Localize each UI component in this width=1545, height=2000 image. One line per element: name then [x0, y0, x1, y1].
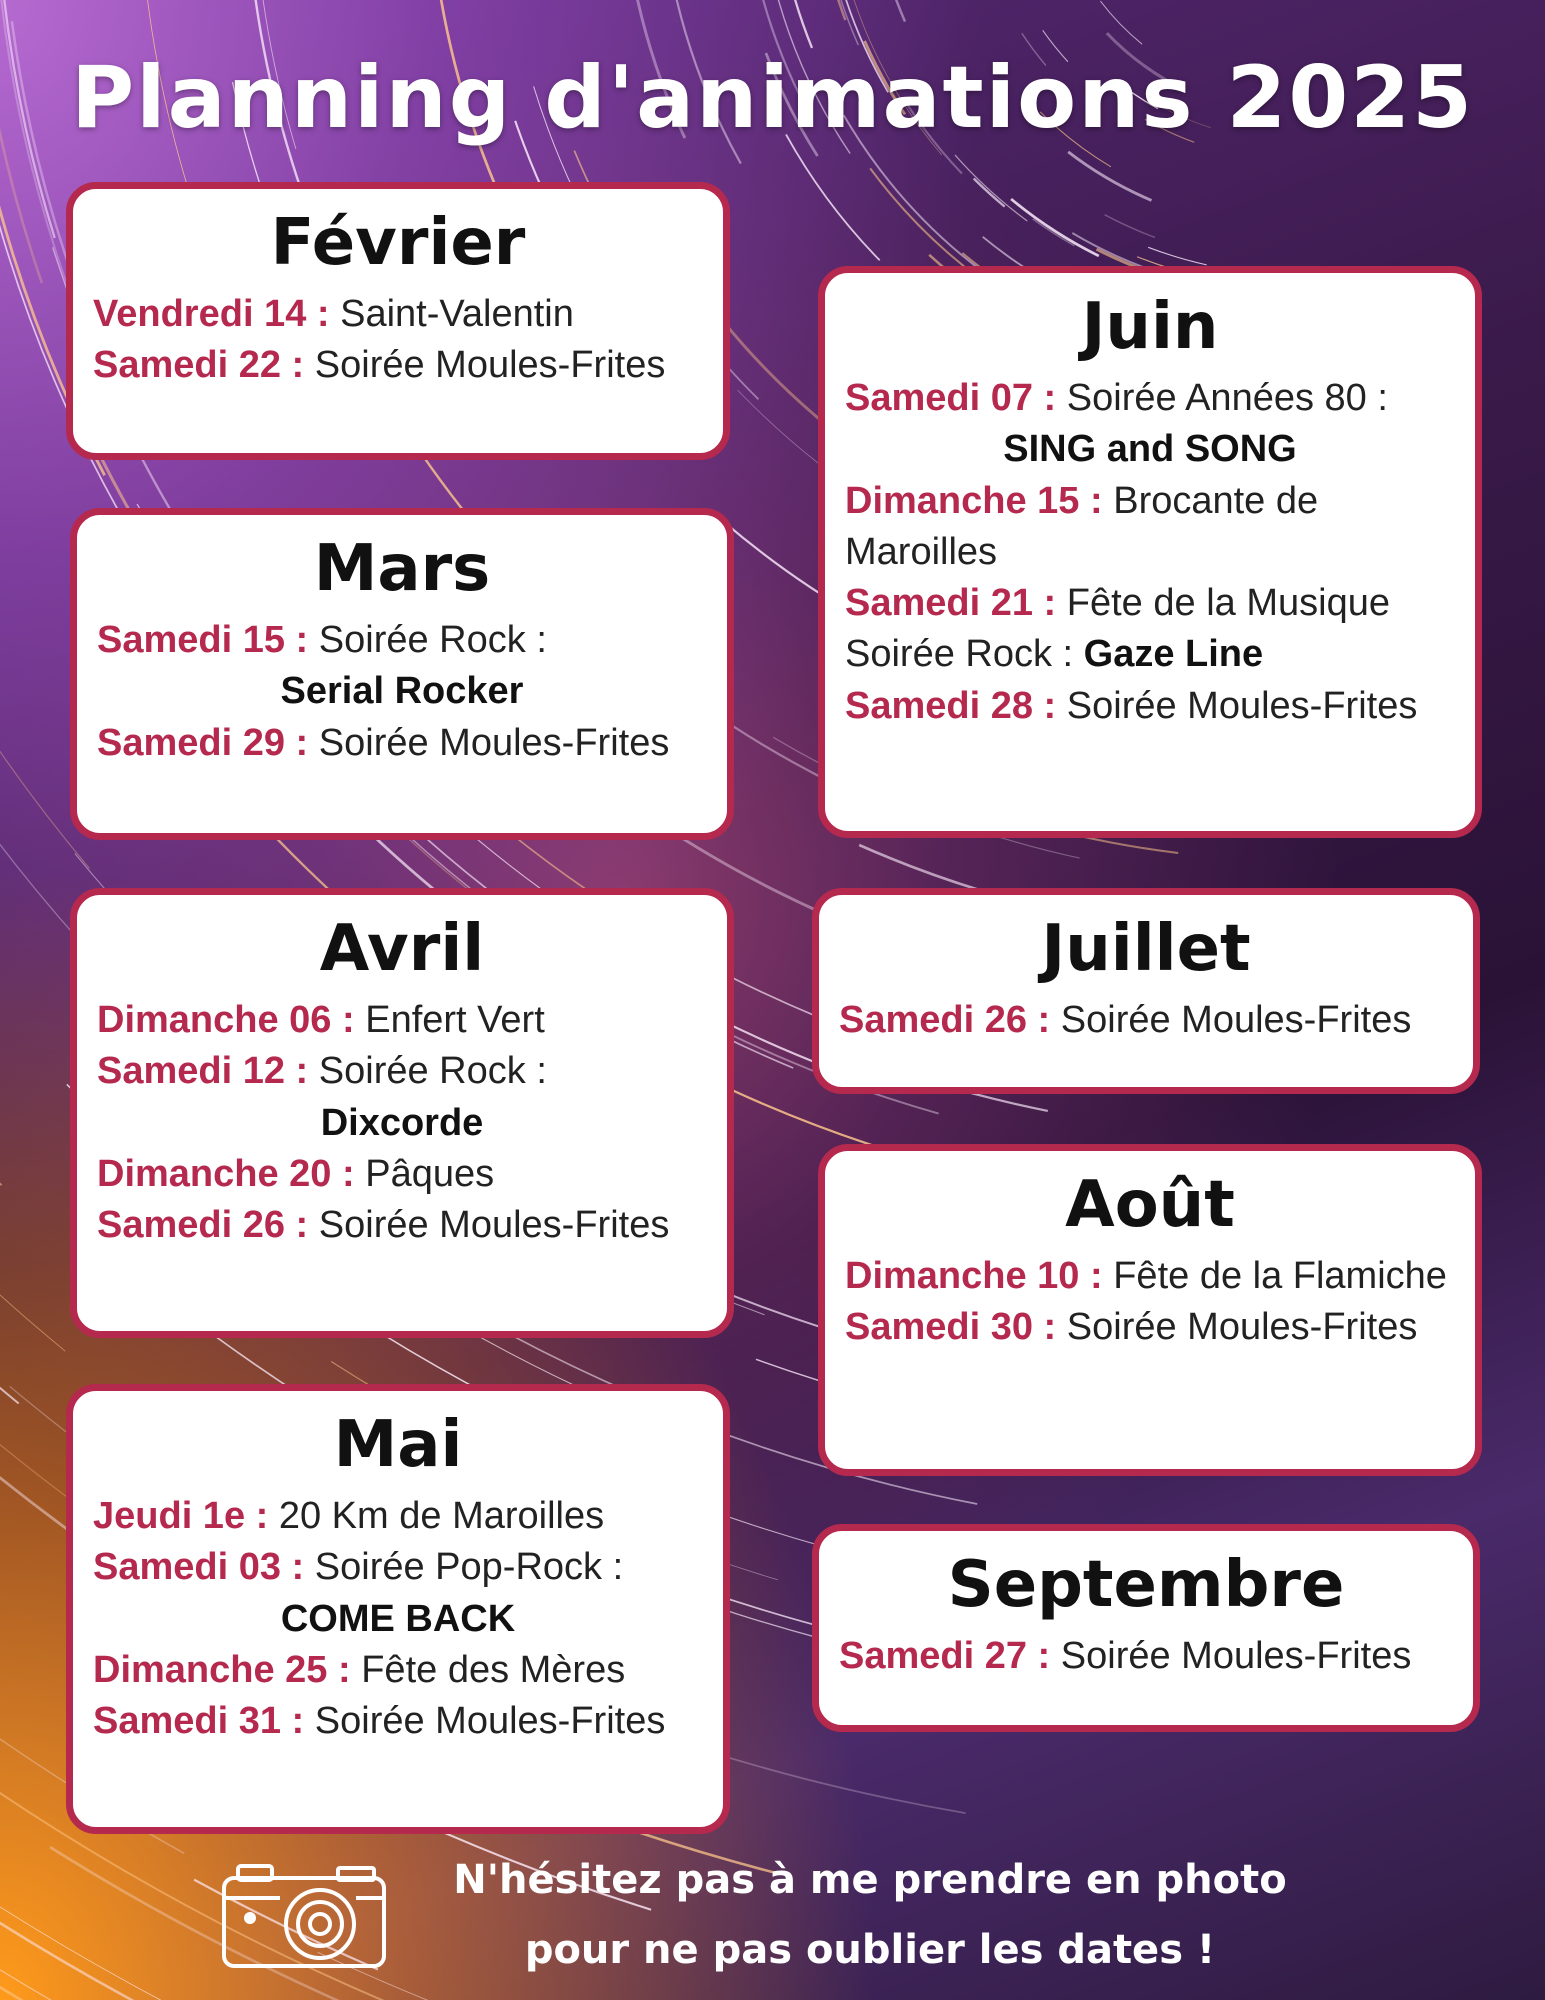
event-line: Soirée Rock : Gaze Line	[845, 633, 1264, 676]
event-line: Samedi 26 : Soirée Moules-Frites	[839, 999, 1412, 1041]
event-line: Samedi 31 : Soirée Moules-Frites	[93, 1700, 666, 1743]
event-line: Samedi 28 : Soirée Moules-Frites	[845, 684, 1418, 727]
event-line: Dimanche 25 : Fête des Mères	[93, 1648, 626, 1691]
footer-line-1: N'hésitez pas à me prendre en photo	[453, 1857, 1287, 1903]
event-line: Samedi 29 : Soirée Moules-Frites	[97, 721, 670, 764]
event-line: Samedi 22 : Soirée Moules-Frites	[93, 344, 666, 387]
card-septembre	[812, 1524, 1480, 1732]
footer-line-2: pour ne pas oublier les dates !	[524, 1927, 1216, 1973]
event-line: Dimanche 10 : Fête de la Flamiche	[845, 1255, 1447, 1297]
month-title-mars: Mars	[313, 532, 491, 606]
star-trail	[786, 134, 880, 260]
star-trail	[0, 1173, 19, 1403]
event-line: Samedi 30 : Soirée Moules-Frites	[845, 1306, 1418, 1349]
event-line: Samedi 21 : Fête de la Musique	[845, 582, 1390, 625]
event-line: Samedi 07 : Soirée Années 80 :	[845, 377, 1388, 419]
month-title-juillet: Juillet	[1041, 912, 1251, 986]
star-trail	[1105, 215, 1155, 238]
event-line: Jeudi 1e : 20 Km de Maroilles	[93, 1495, 605, 1537]
star-trail	[955, 155, 1027, 221]
card-mai	[66, 1384, 730, 1834]
star-trail	[1078, 836, 1179, 854]
event-line: Dimanche 20 : Pâques	[97, 1152, 495, 1195]
month-title-fevrier: Février	[270, 206, 526, 280]
star-trail	[0, 701, 2, 1185]
star-trail	[815, 0, 846, 20]
card-mars	[70, 508, 734, 840]
month-title-juin: Juin	[1081, 290, 1219, 364]
event-line: Dimanche 15 : Brocante de Maroilles	[845, 479, 1319, 573]
band-name: Serial Rocker	[280, 670, 524, 713]
band-name: SING and SONG	[1003, 428, 1297, 471]
card-aout	[818, 1144, 1482, 1476]
card-fevrier	[66, 182, 730, 460]
event-line: Samedi 15 : Soirée Rock :	[97, 619, 547, 661]
month-title-mai: Mai	[333, 1408, 463, 1482]
event-line: Samedi 26 : Soirée Moules-Frites	[97, 1204, 670, 1247]
card-juin	[818, 266, 1482, 838]
star-trail	[0, 728, 65, 1351]
event-line: Samedi 27 : Soirée Moules-Frites	[839, 1635, 1412, 1677]
star-trail	[1033, 219, 1075, 246]
month-title-aout: Août	[1065, 1168, 1235, 1242]
month-title-avril: Avril	[319, 912, 485, 986]
event-line: Vendredi 14 : Saint-Valentin	[93, 293, 574, 335]
event-line: Samedi 03 : Soirée Pop-Rock :	[93, 1546, 624, 1589]
event-line: Samedi 12 : Soirée Rock :	[97, 1050, 547, 1093]
card-juillet	[812, 888, 1480, 1094]
month-title-septembre: Septembre	[947, 1548, 1345, 1622]
camera-icon	[220, 1862, 388, 1972]
footer-message	[420, 1845, 1320, 1985]
star-trail	[1100, 1, 1142, 44]
band-name: Dixcorde	[320, 1101, 484, 1144]
band-name: COME BACK	[280, 1597, 516, 1640]
star-trail	[1068, 152, 1151, 201]
star-trail	[0, 1466, 23, 2000]
star-trail	[873, 0, 905, 22]
page-title: Planning d'animations 2025	[71, 48, 1474, 148]
star-trail	[974, 179, 1005, 207]
star-trail	[1011, 199, 1099, 256]
star-trail	[1148, 247, 1207, 265]
event-line: Dimanche 06 : Enfert Vert	[97, 999, 545, 1041]
card-avril	[70, 888, 734, 1338]
